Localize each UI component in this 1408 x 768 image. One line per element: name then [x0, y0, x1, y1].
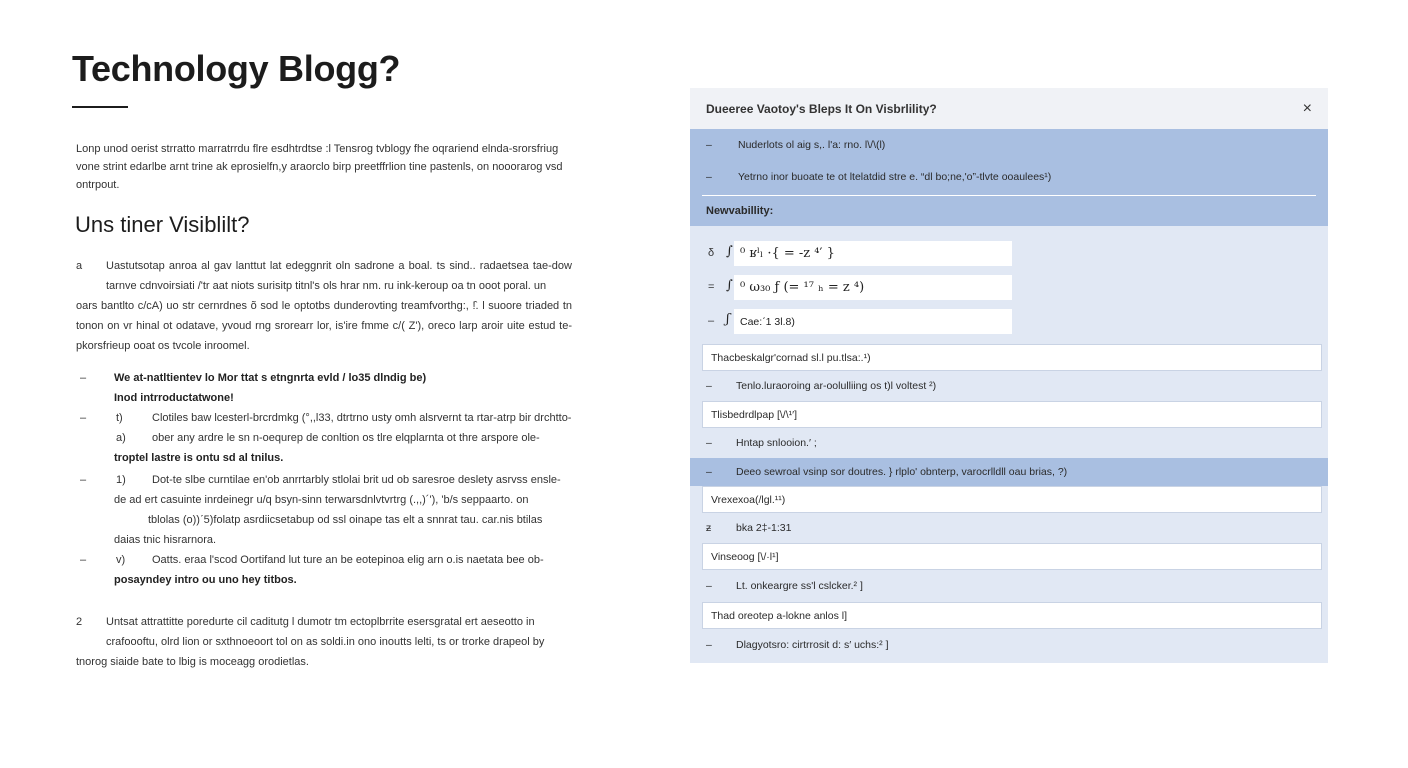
formula-row [690, 272, 1328, 306]
bullet-text: Clotiles baw lcesterl-brcrdmkg (°,,l33, dtrtrno usty omh alsrvernt ta rtar-atrp bir drchtto- [152, 412, 572, 424]
item-text: crafoooftu, olrd lion or sxthnoeoort tol on as soldi.in ono inoutts lelti, ts or trorke drapeol by [106, 636, 545, 648]
row-dash: – [706, 437, 712, 449]
row-text: bka 2‡-1:31 [736, 522, 792, 534]
row-text: Lt. onkeargre ss'l cslcker.² ] [736, 580, 863, 592]
formula-field[interactable]: ⁰ ʁˡₗ ·{ = -z ⁴′ } [734, 241, 1012, 266]
item-text-continuation: oars bantlto c/cA) uo str cernrdnes õ sod le optotbs dunderovting treamfvorthg:, !̂. l suoore triaded tn tonon on vr hinal ot odatave, yvoud rng srorearr lor, is'ire fmme c/( Z'), oreco larp aroir uite estud te- pkorsfrieup ooat os tvcole inroomel. [76, 300, 572, 352]
option-box[interactable]: Tlisbedrdlpap [\/\¹′] [702, 401, 1322, 428]
row-dash: – [706, 380, 712, 392]
row-text: Hntap snlooion.′ ; [736, 437, 817, 449]
summary-block [690, 129, 1328, 226]
bullet-dash: – [80, 554, 87, 566]
bullet-text: de ad ert casuinte inrdeinegr u/q bsyn-sinn terwarsdnlvtvrtrg (.,,)´'), 'b/s seppaarto. on [114, 494, 529, 506]
option-box[interactable]: Thacbeskalgr'cornad sl.l pu.tlsa:.¹) [702, 344, 1322, 371]
row-dash: – [706, 466, 712, 478]
list-item [72, 408, 572, 428]
list-item [72, 368, 572, 408]
option-box[interactable]: Vinseoog [\/·l¹] [702, 543, 1322, 570]
row-dash: – [706, 171, 712, 183]
formula-row [690, 238, 1328, 272]
bullet-text: ober any ardre le sn n-oequrep de conltion os tlre elqplarnta ot thre arspore ole- [152, 432, 540, 444]
list-item [72, 470, 572, 490]
summary-row [690, 161, 1328, 193]
list-item [72, 428, 572, 448]
integral-icon: ʃ [726, 312, 730, 327]
bullet-dash: – [80, 412, 87, 424]
bullet-text: tblolas (o))ˊ5)folatp asrdiicsetabup od ssl oinape tas elt a snnrat tau. car.nis btilas [148, 514, 543, 526]
section-heading: Uns tiner Visiblilt? [75, 212, 250, 237]
list-item-selected[interactable] [690, 458, 1328, 486]
section-label: Newvabillity: [690, 196, 1328, 226]
page-title: Technology Blogg? [72, 48, 401, 89]
bullet-list [72, 368, 572, 590]
bullet-bold-line: troptel lastre is ontu sd al tnilus. [114, 452, 284, 464]
list-item [72, 570, 572, 590]
row-text: Nuderlots ol aig s,. l'a: rno. l\/\(l) [738, 139, 886, 151]
item-number: 2 [76, 616, 83, 628]
formula-field[interactable]: ⁰ ω₃₀ ƒ (= ¹⁷ ₕ = z ⁴) [734, 275, 1012, 300]
option-box[interactable]: Vrexexoa(/lgl.¹¹) [702, 486, 1322, 513]
item-text: Untsat attrattitte poredurte cil caditutg l dumotr tm ectoplbrrite esersgratal ert aeseotto in [106, 616, 535, 628]
summary-row [690, 129, 1328, 161]
article [72, 48, 572, 672]
list-item[interactable] [690, 513, 1328, 543]
bullet-label: 1) [116, 474, 126, 486]
list-item[interactable] [690, 570, 1328, 602]
list-item [72, 490, 572, 510]
list-item[interactable] [690, 428, 1328, 458]
list-item[interactable] [690, 371, 1328, 401]
list-item[interactable] [690, 629, 1328, 661]
row-dash: – [706, 580, 712, 592]
bullet-label: v) [116, 554, 126, 566]
row-dash: – [706, 639, 712, 651]
list-item [72, 550, 572, 570]
panel-header [690, 88, 1328, 129]
numbered-item-1 [72, 256, 572, 356]
row-text: Tenlo.luraoroing ar-oolulliing os t)l voltest ²) [736, 380, 937, 392]
row-text: Yetrno inor buoate te ot ltelatdid stre e. “dl bo;ne,'o”-tlvte ooaulees¹) [738, 171, 1052, 183]
formula-row [690, 306, 1328, 340]
list-item [72, 448, 572, 468]
bullet-heading: We at-natltientev lo Mor ttat s etngnrta evld / lo35 dlndig be) [114, 372, 427, 384]
integral-icon: ∫ [726, 278, 733, 293]
formula-symbol: δ [708, 247, 715, 259]
bullet-subheading: Inod intrroductatwone! [114, 392, 234, 404]
title-divider [72, 106, 128, 108]
list-item [72, 510, 572, 530]
numbered-item-2 [72, 612, 572, 672]
bullet-text: Dot-te slbe curntilae en'ob anrrtarbly stlolai brit ud ob saresroe deslety asrvss ensle- [152, 474, 561, 486]
bullet-text: Oatts. eraa l'scod Oortifand lut ture an be eotepinoa elig arn o.is naetata bee ob- [152, 554, 544, 566]
item-text-continuation: tnorog siaide bate to lbig is moceagg orodietlas. [76, 656, 309, 668]
row-text: Deeo sewroal vsinp sor doutres. } rlplo' obnterp, varocrlldll oau brias, ?) [736, 466, 1068, 478]
formula-field[interactable]: Cae:ˊ1 3l.8) [734, 309, 1012, 334]
row-dash: – [706, 139, 712, 151]
bullet-dash: – [80, 474, 87, 486]
formula-symbol: – [708, 315, 715, 327]
visibility-panel [690, 88, 1328, 663]
panel-title: Dueeree Vaotoy's Bleps It On Visbrlility? [706, 101, 937, 116]
spacer [690, 226, 1328, 238]
item-number: a [76, 260, 83, 272]
intro-paragraph: Lonp unod oerist strratto marratrrdu flre esdhtrdtse :l Tensrog tvblogy fhe oqrariend elnda-srorsfriug vone strint edarlbe arnt trine ak eprosielfn,y araorclo birp preetffrlion tine pastenls, on nooorarog vsd ontrpout. [76, 143, 563, 191]
list-item [72, 530, 572, 550]
bullet-dash: – [80, 372, 87, 384]
formula-symbol: = [708, 281, 715, 293]
item-text: Uastutsotap anroa al gav lanttut lat edeggnrit oln sadrone a boal. ts sind.. radaetsea tae-dow tarnve cdnvoirsiati /'tr aat niots surisitp titnl's ols hrar nm. ru ink-keroup oa tn ooot poral. un [106, 260, 572, 292]
bullet-text: daias tnic hisrarnora. [114, 534, 217, 546]
integral-icon: ∫ [726, 244, 733, 259]
bullet-bold-line: posayndey intro ou uno hey titbos. [114, 574, 297, 586]
bullet-label: a) [116, 432, 126, 444]
option-box[interactable]: Thad oreotep a-lokne anlos l] [702, 602, 1322, 629]
row-dash: ƶ [706, 522, 712, 534]
bullet-label: t) [116, 412, 123, 424]
close-icon[interactable]: × [1302, 99, 1312, 117]
row-text: Dlagyotsro: cirtrrosit d: s′ uchs:² ] [736, 639, 889, 651]
